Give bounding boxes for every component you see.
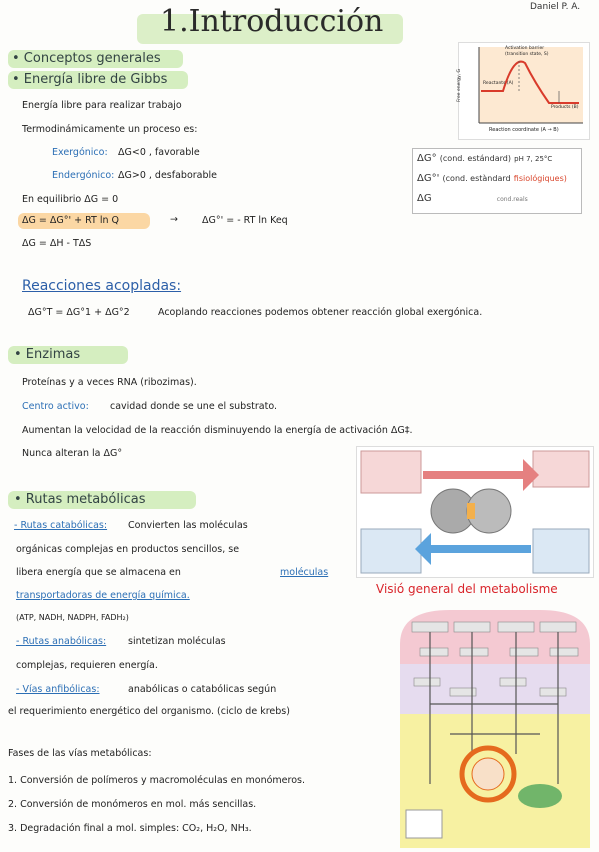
rutas-anabolicas-label: - Rutas anabólicas: [16, 636, 107, 647]
gibbs-keq-formula: ΔG°' = - RT ln Keq [202, 215, 288, 226]
rutas-anfibolicas-label: - Vías anfibólicas: [16, 684, 100, 695]
deltag-box [412, 148, 582, 214]
acopladas-text: Acoplando reacciones podemos obtener reacción global exergónica. [158, 307, 483, 318]
diagram-label-reactants: Reactants (A) [483, 81, 514, 86]
diagram-ylabel: Free energy, G [457, 68, 463, 103]
rutas-line-3a: libera energía que se almacena en [16, 567, 181, 578]
fases-item-1: 1. Conversión de polímeros y macromoléculas en monómeros. [8, 775, 305, 786]
gibbs-exergonico-text: ΔG<0 , favorable [118, 147, 200, 158]
section-enzimas: • Enzimas [14, 347, 81, 362]
rutas-line-5: (ATP, NADH, NADPH, FADH₂) [16, 613, 129, 622]
gibbs-formula: ΔG = ΔG°' + RT ln Q [22, 215, 119, 226]
dg-real-symbol: ΔG [417, 193, 432, 204]
dg-std-symbol: ΔG° [417, 153, 437, 164]
arrow: → [170, 214, 178, 225]
fases-item-3: 3. Degradación final a mol. simples: CO₂, H₂O, NH₃. [8, 823, 252, 834]
rutas-catabolicas-text: Convierten las moléculas [128, 520, 248, 531]
rutas-catabolicas-label: - Rutas catabólicas: [14, 520, 108, 531]
dg-std-text: (cond. estándard) [439, 154, 511, 163]
section-conceptos: • Conceptos generales [12, 51, 161, 66]
rutas-anabolicas-text: sintetizan moléculas [128, 636, 226, 647]
rutas-line-2: orgánicas complejas en productos sencillos, se [16, 544, 240, 555]
diagram-label-products: Products (B) [551, 105, 579, 110]
enzimas-line-3: Aumentan la velocidad de la reacción disminuyendo la energía de activación ΔG‡. [22, 425, 413, 436]
acopladas-formula: ΔG°T = ΔG°1 + ΔG°2 [28, 307, 130, 318]
gibbs-line-2: Termodinámicamente un proceso es: [22, 124, 198, 135]
enzimas-centro-text: cavidad donde se une el substrato. [110, 401, 277, 412]
gibbs-endergonico-text: ΔG>0 , desfaborable [118, 170, 217, 181]
dg-std-cond: pH 7, 25°C [514, 155, 553, 163]
author: Daniel P. A. [530, 2, 581, 12]
dg-phys-symbol: ΔG°' [417, 173, 440, 184]
gibbs-endergonico-label: Endergónico: [52, 170, 115, 181]
metabolism-overview-image [356, 446, 594, 578]
rutas-anfibolicas-text: anabólicas o catabólicas según [128, 684, 277, 695]
section-energia: • Energía libre de Gibbs [12, 72, 168, 87]
rutas-line-3b: moléculas [280, 567, 329, 578]
energy-diagram [458, 42, 590, 140]
fases-item-2: 2. Conversión de monómeros en mol. más sencillas. [8, 799, 257, 810]
rutas-line-4: transportadoras de energía química. [16, 590, 190, 601]
section-rutas: • Rutas metabólicas [14, 492, 146, 507]
diagram-xlabel: Reaction coordinate (A → B) [489, 127, 559, 133]
rutas-line-9: el requerimiento energético del organismo. (ciclo de krebs) [8, 706, 290, 717]
page-title: 1.Introducción [160, 4, 384, 39]
metabolic-map-image [390, 604, 596, 848]
diagram-label-top: Activation barrier (transition state, S) [505, 46, 549, 57]
dg-real-text: cond.reals [496, 196, 528, 203]
metabolism-caption: Visió general del metabolisme [376, 582, 558, 596]
enzimas-centro-label: Centro activo: [22, 401, 89, 412]
gibbs-line-7: ΔG = ΔH - TΔS [22, 238, 92, 249]
dg-phys-text-2: fisiológiques) [513, 174, 567, 183]
enzimas-line-1: Proteínas y a veces RNA (ribozimas). [22, 377, 197, 388]
dg-phys-text: (cond. estàndard [442, 174, 511, 183]
gibbs-exergonico-label: Exergónico: [52, 147, 108, 158]
fases-heading: Fases de las vías metabólicas: [8, 748, 152, 759]
enzimas-line-4: Nunca alteran la ΔG° [22, 448, 123, 459]
gibbs-line-5: En equilibrio ΔG = 0 [22, 194, 119, 205]
rutas-line-7: complejas, requieren energía. [16, 660, 158, 671]
acopladas-heading: Reacciones acopladas: [22, 278, 182, 294]
gibbs-line-1: Energía libre para realizar trabajo [22, 100, 182, 111]
